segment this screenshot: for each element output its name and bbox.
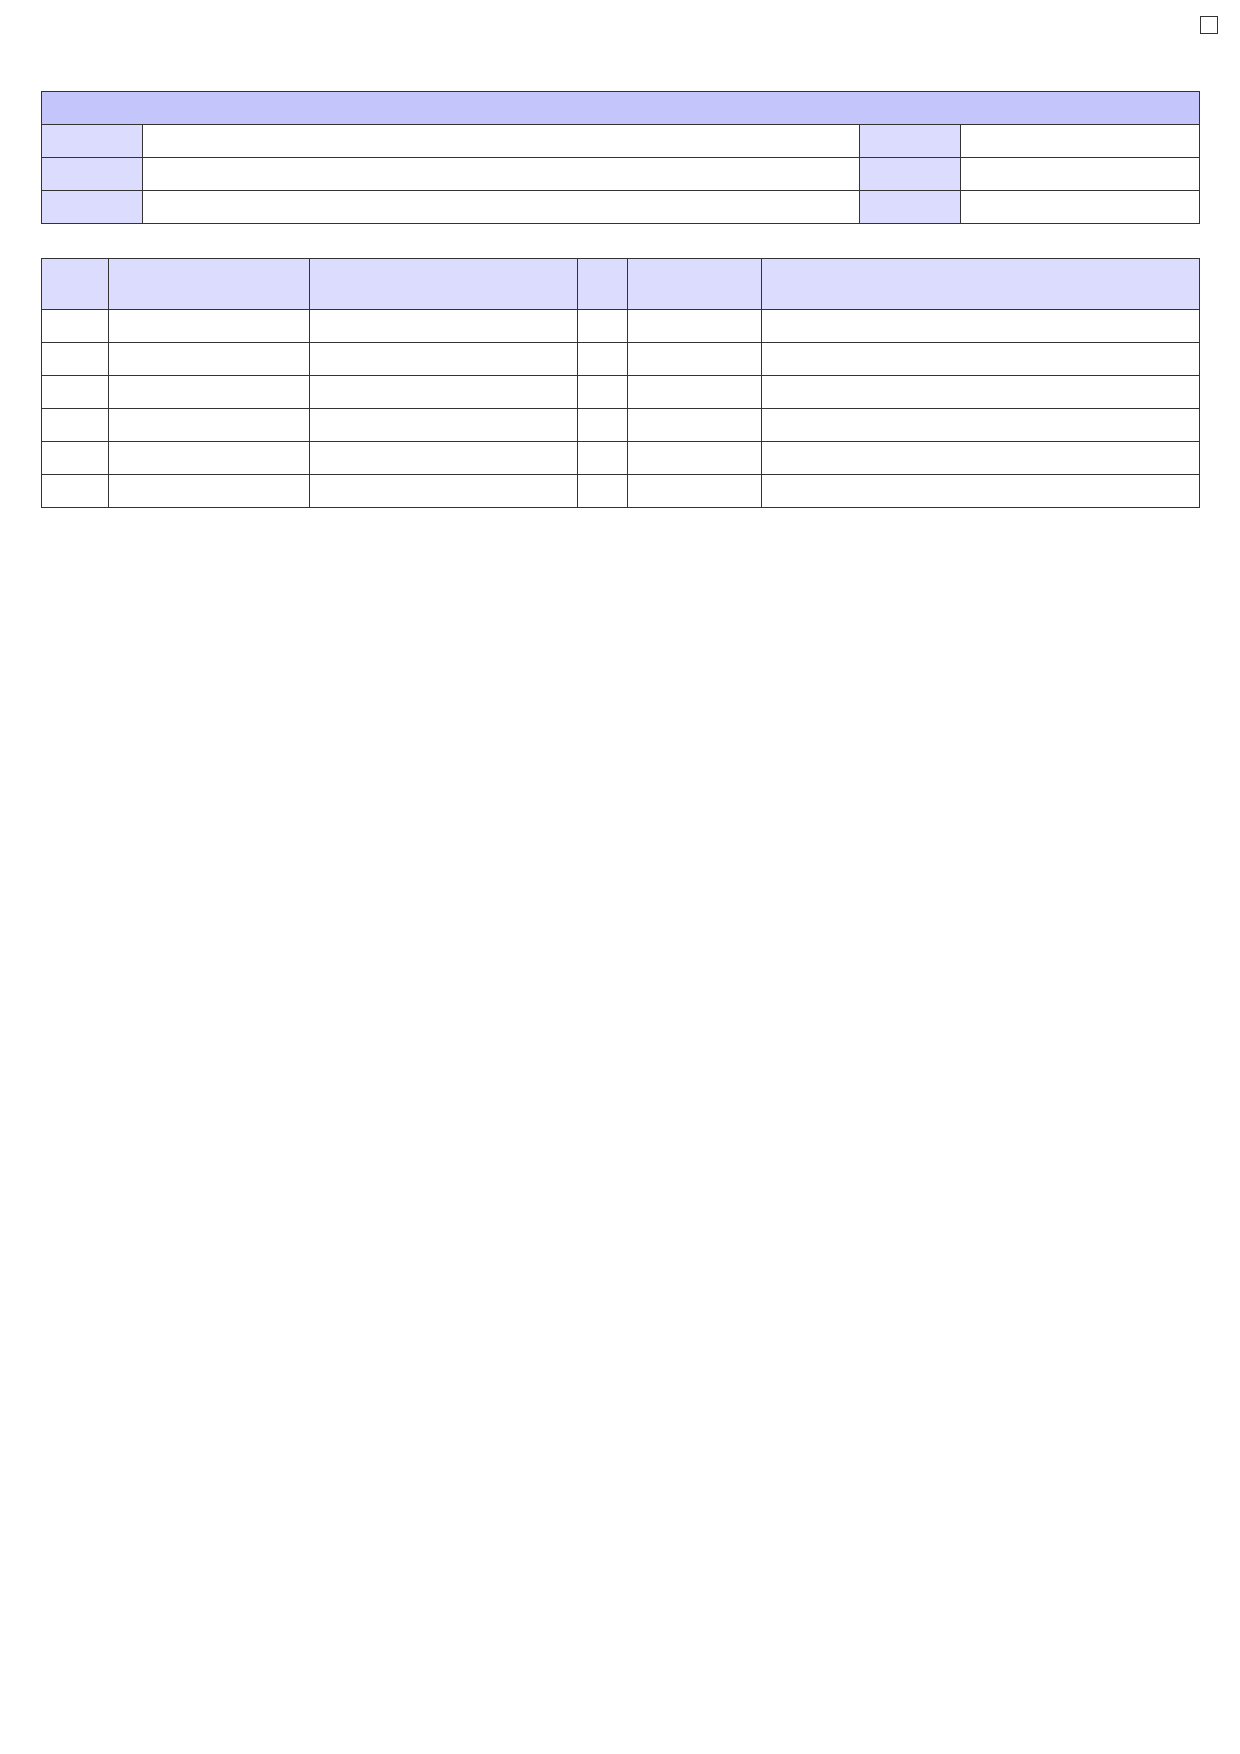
items-header-row (42, 259, 1200, 310)
column-header (42, 259, 109, 310)
table-cell (628, 409, 762, 442)
table-cell (578, 376, 628, 409)
table-row (42, 442, 1200, 475)
table-cell (762, 310, 1200, 343)
column-header (762, 259, 1200, 310)
table-cell (310, 475, 578, 508)
info-label (42, 158, 143, 191)
note-line (48, 584, 1192, 609)
column-header (310, 259, 578, 310)
table-cell (578, 409, 628, 442)
note-line (48, 534, 1192, 559)
info-value (961, 191, 1200, 224)
column-header (628, 259, 762, 310)
items-table (41, 258, 1200, 508)
table-cell (109, 343, 310, 376)
info-table (41, 91, 1200, 224)
note-line (48, 634, 1192, 659)
page-corner-mark (1200, 16, 1218, 34)
document-footer (48, 1711, 1192, 1735)
note-line (48, 659, 1192, 684)
table-cell (628, 343, 762, 376)
table-cell (42, 409, 109, 442)
table-cell (628, 475, 762, 508)
table-cell (109, 310, 310, 343)
info-table-title (42, 92, 1200, 125)
info-label (42, 125, 143, 158)
table-cell (42, 376, 109, 409)
table-row (42, 475, 1200, 508)
table-cell (578, 310, 628, 343)
table-cell (762, 409, 1200, 442)
table-cell (42, 310, 109, 343)
info-value (961, 158, 1200, 191)
table-cell (109, 409, 310, 442)
table-cell (42, 442, 109, 475)
table-cell (310, 343, 578, 376)
table-cell (310, 310, 578, 343)
table-cell (578, 475, 628, 508)
note-line (48, 709, 1192, 734)
info-label (860, 158, 961, 191)
info-value (143, 125, 860, 158)
table-cell (578, 442, 628, 475)
column-header (109, 259, 310, 310)
table-cell (628, 376, 762, 409)
table-row (42, 343, 1200, 376)
table-cell (310, 442, 578, 475)
note-line (48, 559, 1192, 584)
table-cell (310, 376, 578, 409)
table-cell (109, 475, 310, 508)
info-row (42, 191, 1200, 224)
info-row (42, 125, 1200, 158)
table-cell (42, 343, 109, 376)
table-cell (762, 343, 1200, 376)
info-label (42, 191, 143, 224)
table-cell (109, 442, 310, 475)
table-cell (628, 442, 762, 475)
table-cell (109, 376, 310, 409)
note-line (48, 609, 1192, 634)
table-row (42, 376, 1200, 409)
table-cell (310, 409, 578, 442)
table-row (42, 310, 1200, 343)
info-label (860, 191, 961, 224)
info-row (42, 158, 1200, 191)
info-label (860, 125, 961, 158)
table-row (42, 409, 1200, 442)
table-cell (762, 376, 1200, 409)
table-cell (628, 310, 762, 343)
info-value (143, 191, 860, 224)
notes-block (48, 534, 1192, 734)
table-cell (578, 343, 628, 376)
info-value (961, 125, 1200, 158)
info-value (143, 158, 860, 191)
table-cell (762, 475, 1200, 508)
table-cell (42, 475, 109, 508)
column-header (578, 259, 628, 310)
table-cell (762, 442, 1200, 475)
document-header (48, 40, 1192, 64)
note-line (48, 684, 1192, 709)
